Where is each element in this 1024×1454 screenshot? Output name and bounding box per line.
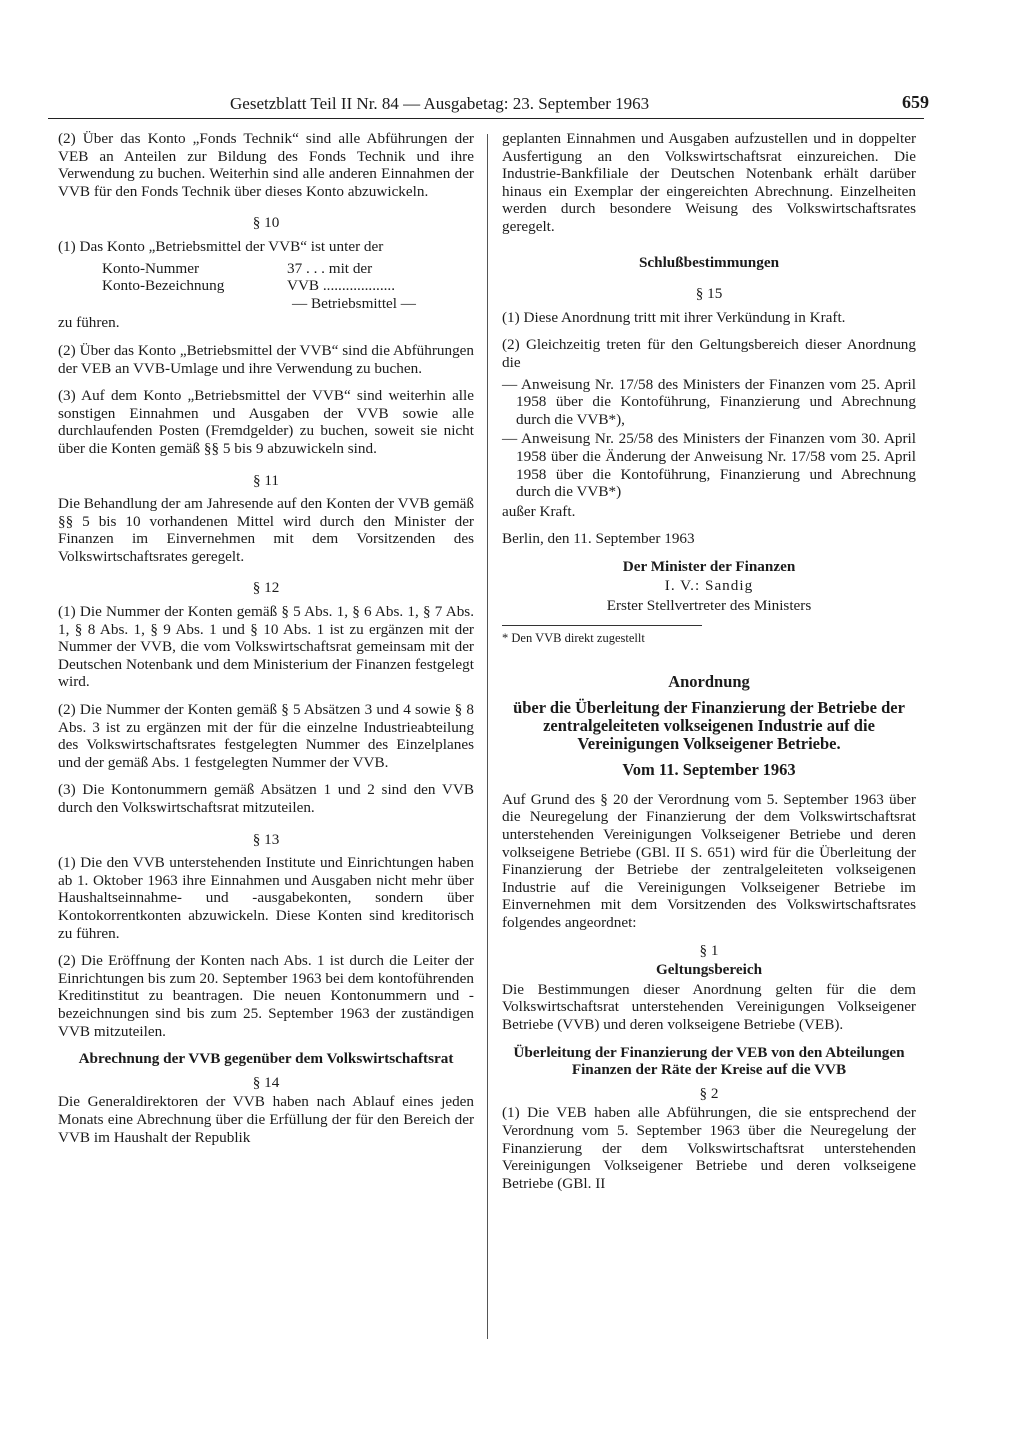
account-number-label: Konto-Nummer xyxy=(102,259,200,277)
right-column xyxy=(502,130,916,1202)
signature: I. V.: Sandig xyxy=(664,577,754,595)
left-column xyxy=(58,130,474,1156)
account-table xyxy=(102,260,474,313)
paragraph: (1) Die VEB haben alle Abführungen, die sie entsprechend der Verordnung vom 5. September 1963 über die Neuregelung der Finanzierung der dem Volkswirtschaftsrat unterstehenden Vereinigungen Volkseigener Betriebe und deren volkseigene Betriebe (GBl. II xyxy=(502,1104,916,1192)
account-name-value: VVB ................... xyxy=(287,277,396,295)
section-number: § 13 xyxy=(252,830,280,848)
document-date: Vom 11. September 1963 xyxy=(622,760,796,780)
section-heading: Abrechnung der VVB gegenüber dem Volkswirtschaftsrat xyxy=(78,1050,454,1068)
account-number-value: 37 . . . mit der xyxy=(287,259,373,277)
paragraph: (1) Die den VVB unterstehenden Institute und Einrichtungen haben ab 1. Oktober 1963 ihre Einnahmen und Ausgaben nicht mehr über Haushaltseinnahme- und -ausgabekonten, sondern über Kontokorrentkonten abzuwickeln. Diese Konten sind kreditorisch zu führen. xyxy=(58,854,474,942)
place-date: Berlin, den 11. September 1963 xyxy=(502,530,695,548)
paragraph: (2) Die Eröffnung der Konten nach Abs. 1 ist durch die Leiter der Einrichtungen bis zum 20. September 1963 bei dem kontoführenden Kreditinstitut zu beantragen. Die neuen Kontonummern und -bezeichnungen sind bis zum 25. September 1963 der zuständigen VVB mitzuteilen. xyxy=(58,952,474,1040)
paragraph: (1) Diese Anordnung tritt mit ihrer Verkündung in Kraft. xyxy=(502,308,846,326)
paragraph: (1) Die Nummer der Konten gemäß § 5 Abs. 1, § 6 Abs. 1, § 7 Abs. 1, § 8 Abs. 1, § 9 Abs. 1 und § 10 Abs. 1 ist zu ergänzen mit der Nummer der VVB, die vom Volkswirtschaftsrat gemeinsam mit der Deutschen Notenbank und dem Ministerium der Finanzen festgelegt wird. xyxy=(58,603,474,691)
paragraph: Auf Grund des § 20 der Verordnung vom 5. September 1963 über die Neuregelung der Finanzierung der dem Volkswirtschaftsrat unterstehenden Vereinigungen Volkseigener Betriebe und deren volkseigene Betriebe (GBl. II S. 651) wird für die Überleitung der Finanzierung der Betriebe der zentralgeleiteten volkseigenen Industrie auf die Vereinigungen Volkseigener Betriebe im Einvernehmen mit dem Vorsitzenden des Volkswirtschaftsrates folgendes angeordnet: xyxy=(502,790,916,931)
page-header xyxy=(48,92,929,119)
document-subtitle: über die Überleitung der Finanzierung der Betriebe der zentralgeleiteten volkseigenen Industrie auf die Vereinigungen Volkseigener Betriebe. xyxy=(513,698,905,754)
section-number: § 11 xyxy=(252,471,279,489)
section-heading: Geltungsbereich xyxy=(655,961,763,979)
footnote: * Den VVB direkt zugestellt xyxy=(502,625,702,648)
running-title: Gesetzblatt Teil II Nr. 84 — Ausgabetag: 23. September 1963 xyxy=(230,94,650,113)
account-suffix: — Betriebsmittel — xyxy=(291,294,416,312)
section-heading: Schlußbestimmungen xyxy=(638,253,780,271)
paragraph: (1) Das Konto „Betriebsmittel der VVB“ ist unter der xyxy=(58,237,384,255)
column-divider xyxy=(487,134,488,1339)
section-number: § 2 xyxy=(699,1084,719,1102)
minister-title: Der Minister der Finanzen xyxy=(622,557,796,575)
paragraph: außer Kraft. xyxy=(502,502,576,520)
paragraph: Die Generaldirektoren der VVB haben nach Ablauf eines jeden Monats eine Abrechnung über die Erfüllung der für den Bereich der VVB im Haushalt der Republik xyxy=(58,1093,474,1146)
paragraph: (3) Auf dem Konto „Betriebsmittel der VVB“ sind weiterhin alle sonstigen Einnahmen und Ausgaben der VVB sowie alle durchlaufenden Posten (Fremdgelder) zu buchen, soweit sie nicht über die Konten gemäß §§ 5 bis 9 abzuwickeln sind. xyxy=(58,387,474,457)
section-number: § 14 xyxy=(252,1073,280,1091)
paragraph: (2) Die Nummer der Konten gemäß § 5 Absätzen 3 und 4 sowie § 8 Abs. 3 ist zu ergänzen mit der für die einzelne Industrieabteilung des Volkswirtschaftsrates festgelegten Nummer des Einzelplanes und der gemäß Abs. 1 festgelegten Nummer der VVB. xyxy=(58,701,474,771)
section-number: § 12 xyxy=(252,579,280,597)
paragraph: geplanten Einnahmen und Ausgaben aufzustellen und in doppelter Ausfertigung an den Volkswirtschaftsrat einzureichen. Die Industrie-Bankfiliale der Deutschen Notenbank erhält darüber hinaus ein Exemplar der eingereichten Abrechnung. Einzelheiten werden durch besondere Weisung des Volkswirtschaftsrates geregelt. xyxy=(502,130,916,235)
document-title: Anordnung xyxy=(668,672,750,692)
list-item: — Anweisung Nr. 17/58 des Ministers der Finanzen vom 25. April 1958 über die Kontoführung, Finanzierung und Abrechnung durch die VVB*), xyxy=(502,375,916,428)
account-name-label: Konto-Bezeichnung xyxy=(102,277,225,295)
paragraph: Die Behandlung der am Jahresende auf den Konten der VVB gemäß §§ 5 bis 10 vorhandenen Mittel wird durch den Minister der Finanzen im Einvernehmen mit dem Vorsitzenden des Volkswirtschaftsrates geregelt. xyxy=(58,495,474,565)
list-item: — Anweisung Nr. 25/58 des Ministers der Finanzen vom 30. April 1958 über die Änderung der Anweisung Nr. 17/58 vom 25. April 1958 über die Kontoführung, Finanzierung und Abrechnung durch die VVB*) xyxy=(502,430,916,501)
paragraph: Die Bestimmungen dieser Anordnung gelten für die dem Volkswirtschaftsrat unterstehenden Vereinigungen Volkseigener Betriebe (VVB) und deren volkseigene Betriebe (VEB). xyxy=(502,980,916,1033)
signature-role: Erster Stellvertreter des Ministers xyxy=(606,597,812,615)
section-heading: Überleitung der Finanzierung der VEB von den Abteilungen Finanzen der Räte der Kreise auf die VVB xyxy=(513,1043,905,1079)
paragraph: (2) Über das Konto „Betriebsmittel der VVB“ sind die Abführungen der VEB an VVB-Umlage und ihre Verwendung zu buchen. xyxy=(58,341,474,377)
paragraph: (2) Gleichzeitig treten für den Geltungsbereich dieser Anordnung die xyxy=(502,336,916,371)
paragraph: zu führen. xyxy=(58,314,120,332)
page-number: 659 xyxy=(902,92,929,112)
account-row xyxy=(102,260,474,278)
section-number: § 15 xyxy=(695,285,723,303)
account-row xyxy=(102,277,474,295)
paragraph: (2) Über das Konto „Fonds Technik“ sind alle Abführungen der VEB an Anteilen zur Bildung des Fonds Technik und ihre Verwendung zu buchen. Weiterhin sind alle anderen Einnahmen der VVB für den Fonds Technik über dieses Konto abzuwickeln. xyxy=(58,130,474,200)
section-number: § 10 xyxy=(252,214,280,232)
section-number: § 1 xyxy=(699,941,719,959)
paragraph: (3) Die Kontonummern gemäß Absätzen 1 und 2 sind den VVB durch den Volkswirtschaftsrat mitzuteilen. xyxy=(58,781,474,816)
